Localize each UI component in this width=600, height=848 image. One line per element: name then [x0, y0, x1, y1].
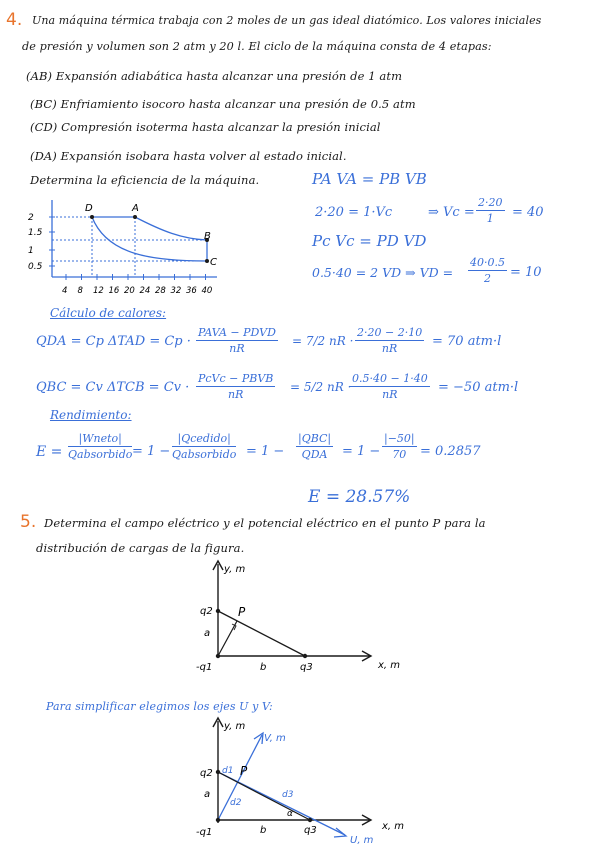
pv-label-c: C	[210, 257, 217, 268]
qda-frac-2: $\frac{2\cdot 20 - 2\cdot 10}{nR}$	[357, 326, 423, 355]
qda-mid: = 7/2 nR ·	[292, 334, 354, 348]
qbc-mid: = 5/2 nR ·	[290, 380, 352, 394]
qda-result: = 70 atm·l	[432, 334, 502, 349]
eq-vd-result: = 10	[510, 265, 542, 280]
heat-title: Cálculo de calores:	[50, 306, 167, 320]
eq-vc-result: = 40	[512, 205, 544, 220]
pv-label-d: D	[85, 203, 93, 214]
eq-pc-vc: Pc Vc = PD VD	[312, 232, 427, 250]
fig2-b: b	[260, 825, 267, 836]
problem-5-number: 5.	[20, 512, 37, 532]
qbc-lhs: QBC = Cv ΔTCB = Cv ·	[36, 380, 190, 395]
qbc-result: = −50 atm·l	[438, 380, 519, 395]
axes-hint: Para simplificar elegimos los ejes U y V:	[46, 700, 273, 713]
eq-vd-frac: $\frac{40\cdot 0.5}{2}$	[470, 256, 505, 285]
problem-4-number: 4.	[6, 10, 23, 30]
fig2-alpha: α	[287, 809, 293, 819]
fig2-q3: q3	[304, 825, 317, 836]
pv-y-tick: 0.5	[28, 262, 43, 272]
eff-frac-4: $\frac{|-50|}{70}$	[384, 432, 415, 461]
problem-5-line-1: Determina el campo eléctrico y el potencial eléctrico en el punto P para la	[44, 516, 486, 530]
pv-diagram	[22, 195, 222, 300]
charge-figure-1	[190, 558, 420, 678]
qda-frac-1: PAVA − PDVD nR	[198, 326, 276, 355]
pv-x-tick: 12	[93, 286, 104, 296]
eff-lhs: E =	[36, 444, 63, 460]
eff-m2: = 1 −	[246, 444, 285, 459]
fig2-v-label: V, m	[264, 733, 286, 744]
fig1-q3: q3	[300, 662, 313, 673]
stage-cd: (CD) Compresión isoterma hasta alcanzar la presión inicial	[30, 120, 381, 134]
fig2-d2: d2	[230, 798, 242, 808]
qbc-frac-1: PcVc − PBVB nR	[198, 372, 274, 401]
fig2-d1: d1	[222, 766, 234, 776]
eff-frac-2: |Qcedido| Qabsorbido	[172, 432, 237, 461]
pv-ab-curve	[135, 217, 207, 240]
qbc-frac-2: $\frac{0.5\cdot 40 - 1\cdot 40}{nR}$	[352, 372, 428, 401]
pv-x-tick: 40	[201, 286, 213, 296]
pv-x-tick: 16	[108, 286, 120, 296]
fig2-q2: q2	[200, 768, 213, 779]
eq-pa-va: PA VA = PB VB	[312, 170, 427, 188]
fig1-b: b	[260, 662, 267, 673]
pv-y-tick: 1	[28, 246, 34, 256]
fig1-q2: q2	[200, 606, 213, 617]
fig1-x-label: x, m	[378, 660, 401, 671]
eq-2-20: 2·20 = 1·Vc	[315, 205, 393, 220]
pv-x-tick: 8	[77, 286, 83, 296]
eff-m3: = 1 −	[342, 444, 381, 459]
fig1-p: P	[238, 605, 246, 619]
eff-m1: = 1 −	[132, 444, 171, 459]
fig2-u-label: U, m	[350, 835, 374, 846]
fig2-d3: d3	[282, 790, 294, 800]
eff-frac-3: |QBC| QDA	[298, 432, 332, 461]
eq-vc-frac: $\frac{2\cdot 20}{1}$	[478, 196, 503, 225]
qda-lhs: QDA = Cp ΔTAD = Cp ·	[36, 334, 191, 349]
pv-y-tick: 2	[28, 213, 34, 223]
eq-0-5-40: 0.5·40 = 2 VD ⇒ VD =	[312, 265, 454, 280]
fig2-x-label: x, m	[382, 821, 405, 832]
pv-label-b: B	[204, 231, 211, 242]
problem-4-ask: Determina la eficiencia de la máquina.	[30, 173, 260, 187]
pv-x-tick: 24	[139, 286, 151, 296]
problem-5-line-2: distribución de cargas de la figura.	[36, 541, 245, 555]
eq-vc-arrow: ⇒ Vc =	[428, 205, 475, 220]
pv-x-tick: 20	[124, 286, 135, 296]
pv-x-tick: 36	[186, 286, 197, 296]
pv-x-tick: 28	[155, 286, 166, 296]
stage-da: (DA) Expansión isobara hasta volver al estado inicial.	[30, 149, 347, 163]
problem-4-line-1: Una máquina térmica trabaja con 2 moles de un gas ideal diatómico. Los valores iniciales	[32, 14, 542, 27]
problem-4-line-2: de presión y volumen son 2 atm y 20 l. El ciclo de la máquina consta de 4 etapas:	[22, 40, 492, 53]
efficiency-title: Rendimiento:	[50, 408, 132, 422]
eff-result: = 0.2857	[420, 444, 481, 459]
pv-y-tick: 1.5	[28, 228, 43, 238]
fig1-q1: -q1	[196, 662, 213, 673]
fig2-p: P	[240, 764, 248, 778]
eff-frac-1: |Wneto| Qabsorbido	[68, 432, 133, 461]
pv-x-tick: 4	[62, 286, 68, 296]
stage-ab: (AB) Expansión adiabática hasta alcanzar una presión de 1 atm	[26, 69, 403, 83]
pv-x-tick: 32	[170, 286, 182, 296]
stage-bc: (BC) Enfriamiento isocoro hasta alcanzar una presión de 0.5 atm	[30, 97, 416, 111]
fig2-y-label: y, m	[224, 721, 246, 732]
final-efficiency: E = 28.57%	[308, 487, 411, 507]
fig2-a: a	[204, 789, 211, 800]
fig1-y-label: y, m	[224, 564, 246, 575]
fig1-a: a	[204, 628, 211, 639]
pv-label-a: A	[132, 203, 139, 214]
fig2-q1: -q1	[196, 827, 213, 838]
charge-figure-2	[190, 715, 430, 848]
